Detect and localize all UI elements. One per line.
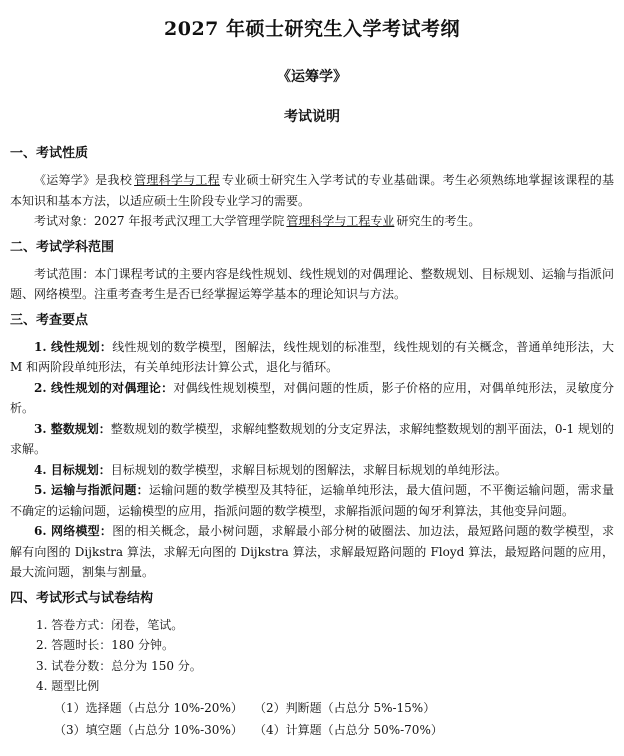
underlined-major: 管理科学与工程	[134, 173, 220, 187]
course-name: 《运筹学》	[277, 69, 347, 85]
key-point-item	[10, 521, 614, 583]
key-point-text: 目标规划的数学模型，求解目标规划的图解法，求解目标规划的单纯形法。	[110, 462, 507, 477]
exam-note-heading: 考试说明	[284, 109, 340, 125]
text-fragment: 《运筹学》是我校	[34, 173, 133, 187]
key-point-label: 5. 运输与指派问题：	[34, 483, 149, 497]
key-point-item	[10, 419, 614, 460]
key-point-label: 2. 线性规划的对偶理论：	[34, 380, 174, 395]
question-ratio: （4）计算题（占总分 50%-70%）	[254, 722, 443, 737]
section-1-heading: 一、考试性质	[10, 146, 89, 161]
text-fragment: 专业硕士研究生入学考试的专业基础课。考生必须熟练地掌握该课程的基本知识和基本方法，以适应硕士生阶段专业学习的需要。	[10, 173, 614, 208]
exam-format-item: 3. 试卷分数：总分为 150 分。	[36, 658, 202, 673]
key-point-text: 运输问题的数学模型及其特征，运输单纯形法，最大值问题，不平衡运输问题，需求量不确定的运输问题，运输模型的应用，指派问题的数学模型，求解指派问题的匈牙利算法，其他变异问题。	[10, 483, 614, 518]
key-point-item	[10, 460, 614, 481]
key-point-label: 4. 目标规划：	[34, 462, 111, 477]
question-ratio: （2）判断题（占总分 5%-15%）	[254, 700, 436, 715]
key-point-item	[10, 480, 614, 521]
key-point-text: 图的相关概念，最小树问题，求解最小部分树的破圈法、加边法，最短路问题的数学模型，求解有向图的 Dijkstra 算法，求解无向图的 Dijkstra 算法，求解最短路问题的 Floyd 算法，最短路问题的应用，最大流问题，割集与割量。	[10, 524, 614, 579]
text-fragment: 研究生的考生。	[396, 214, 481, 228]
exam-format-item: 2. 答题时长：180 分钟。	[36, 638, 174, 652]
key-point-label: 1. 线性规划：	[34, 339, 113, 354]
section-3-heading: 三、考查要点	[10, 312, 89, 328]
key-point-text: 整数规划的数学模型，求解纯整数规划的分支定界法，求解纯整数规划的割平面法，0-1 规划的求解。	[10, 421, 614, 456]
section-4-heading: 四、考试形式与试卷结构	[10, 590, 154, 606]
key-point-item	[10, 337, 614, 378]
key-point-label: 6. 网络模型：	[34, 524, 113, 538]
underlined-major: 管理科学与工程专业	[286, 214, 395, 228]
key-point-text: 线性规划的数学模型，图解法，线性规划的标准型，线性规划的有关概念，普通单纯形法，大 M 和两阶段单纯形法，有关单纯形法计算公式，退化与循环。	[10, 339, 614, 374]
document-body	[10, 144, 614, 741]
question-ratio: （1）选择题（占总分 10%-20%）	[54, 700, 243, 715]
question-ratio-row	[10, 719, 614, 741]
question-ratio-row	[10, 697, 614, 719]
text-fragment: 考试对象：2027 年报考武汉理工大学管理学院	[34, 214, 285, 228]
section-2-paragraph: 考试范围：本门课程考试的主要内容是线性规划、线性规划的对偶理论、整数规划、目标规划、运输与指派问题、网络模型。注重考查考生是否已经掌握运筹学基本的理论知识与方法。	[10, 266, 614, 301]
key-point-text: 对偶线性规划模型，对偶问题的性质，影子价格的应用，对偶单纯形法，灵敏度分析。	[10, 380, 614, 415]
exam-format-item: 4. 题型比例	[36, 679, 100, 693]
key-point-label: 3. 整数规划：	[34, 421, 111, 436]
exam-format-item: 1. 答卷方式：闭卷，笔试。	[36, 617, 184, 632]
section-1-paragraph-1	[10, 170, 614, 211]
document-title: 2027 年硕士研究生入学考试考纲	[164, 18, 460, 40]
section-1-paragraph-2	[10, 211, 614, 232]
key-point-item	[10, 378, 614, 419]
section-2-heading: 二、考试学科范围	[10, 239, 115, 255]
question-ratio: （3）填空题（占总分 10%-30%）	[54, 722, 243, 737]
